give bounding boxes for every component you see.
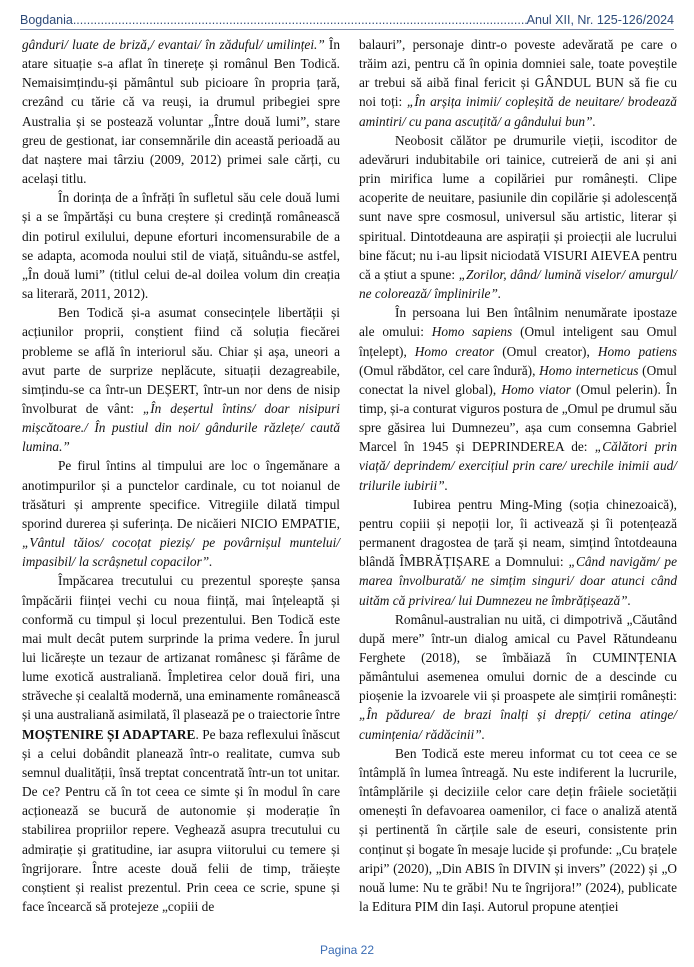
paragraph: Pe firul întins al timpului are loc o îngemănare a anotimpurilor și a punctelor cardinale, cu tot noianul de trăsături și amprente specifice. Vitregiile dilată timpul sporind durerea și suferința. De nicăieri NICIO EMPATIE, „Vântul tăios/ cocoțat pieziș/ pe povârnișul muntelui/ impasibil/ la scrâșnetul copacilor”. [22, 458, 340, 570]
quote: „În deșertul întins/ doar nisipuri mișcătoare./ În pustiul din noi/ gândurile răzlețe/ caută lumina.” [22, 400, 341, 455]
page-header [20, 10, 674, 30]
paragraph: balauri”, personaje dintr-o poveste adevărată pe care o trăim azi, pentru că în opinia domniei sale, toate poveștile ar trebui să aibă final fericit și GÂNDUL BUN să fie cu noi toți: „În arșița inimii/ copleșită de neuitare/ brodează amintiri/ cu pana ascuțită/ a gândului bun”. [359, 37, 677, 129]
quote: „Când navigăm/ pe marea învolburată/ ne simțim singuri/ doar atunci când uităm că privirea/ lui Dumnezeu ne îmbrățișează”. [359, 554, 678, 608]
quote: „Zorilor, dând/ lumină viselor/ amurgul/ ne colorează/ împlinirile”. [359, 266, 678, 302]
left-column [22, 35, 340, 916]
paragraph: Românul-australian nu uită, ci dimpotrivă „Căutând după mere” într-un dialog amical cu Pavel Rătundeanu Ferghete (2018), se îmbăiază în CUMINȚENIA pământului asemenea omului dornic de a descinde cu pioșenie la izvoarele vii și proaspete ale simțirii românești: „În pădurea/ de brazi înalți și drepți/ cetina atinge/ cumințenia/ rădăcinii”. [359, 611, 677, 742]
quote: „În pădurea/ de brazi înalți și drepți/ cetina atinge/ cumințenia/ rădăcinii”. [359, 707, 677, 742]
journal-name: Bogdania ..... [20, 13, 674, 27]
paragraph: Iubirea pentru Ming-Ming (soția chinezoaică), pentru copiii și nepoții lor, îi activează și îi potențează permanent dragostea de țară și neam, simțind întotdeauna blândă ÎMBRĂȚIȘARE a Domnului: „Când navigăm/ pe marea învolburată/ ne simțim singuri/ doar atunci când uităm că privirea/ lui Dumnezeu ne îmbrățișează”. [359, 496, 678, 608]
quote: „În arșița inimii/ copleșită de neuitare/ brodează amintiri/ cu pana ascuțită/ a gândului bun”. [359, 94, 677, 129]
emphasis: MOȘTENIRE ȘI ADAPTARE [22, 726, 196, 742]
paragraph: Ben Todică și-a asumat consecințele libertății și acțiunilor proprii, conștient fiind că soluția fiecărei probleme se află în interiorul său. Chiar și așa, uneori a avut parte de surprize neplăcute, situații dezagreabile, simțindu-se ca într-un DEȘERT, într-un nor dens de nisip învolburat de vânt: „În deșertul întins/ doar nisipuri mișcătoare./ În pustiul din noi/ gândurile răzlețe/ caută lumina.” [22, 305, 341, 455]
page-number: Pagina 22 [319, 943, 375, 957]
paragraph: Ben Todică este mereu informat cu tot ceea ce se întâmplă în lumea întreagă. Nu este indiferent la lucrurile, întâmplările și deciziile celor care dețin frâiele societății omenești în defavoarea oamenilor, ci face o analiză atentă și pertinentă în cărțile sale de eseuri, consistente prin conținut și bogate în mesaje lucide și profunde: „Cu brațele aripi” (2020), „Din ABIS în DIVIN și invers” (2022) și „O nouă lume: Nu te grăbi! Nu te îngrijora!” (2024), publicate la Editura PIM din Iași. Autorul propune atenției [359, 745, 677, 915]
quote: gânduri/ luate de briză,/ evantai/ în zăduful/ umilinței.” [22, 37, 325, 52]
paragraph: Neobosit călător pe drumurile vieții, iscoditor de adevăruri indubitabile ori tainice, cutreieră de ani și ani prin mirifica lume a copilăriei pur românești. Clipe acoperite de neuitare, pasiunile din copilărie și adolescență sunt nave spre cosmosul, universul său artistic, literar și spiritual. Dintotdeauna are aspirații și proiecții ale lucrului bine făcut; nu i-au lipsit niciodată VISURI AIEVEA pentru că a știut a spune: „Zorilor, dând/ lumină viselor/ amurgul/ ne colorează/ împlinirile”. [359, 132, 678, 302]
paragraph: Împăcarea trecutului cu prezentul sporește șansa împăcării ființei vechi cu noua ființă, mai înțeleaptă și conformă cu timpul și locul prezentului. Ben Todică este mai mult decât putem surprinde la prima vedere. În jurul lui licărește un tezaur de artizanat românesc și fărâme de lume exotică australiană. Împletirea celor două firi, una străveche și cealaltă modernă, una eminamente românească și una australiană asimilată, îl plasează pe o traiectorie între MOȘTENIRE ȘI ADAPTARE. Pe baza reflexului înăscut și a celui dobândit planează într-o realitate, cumva sub semnul dualității, însă treptat concentrată într-un tot unitar. De ce? Pentru că în tot ceea ce simte și în modul în care acționează se bucură de autonomie și moderație în stabilirea propriilor repere. Veghează asupra trecutului cu admirație și gratitudine, iar asupra viitorului cu temere și îngrijorare. Între aceste două felii de timp, trăiește conștient și realist prezentul. Prin ceea ce scrie, spune și face încearcă să protejeze „copiii de [22, 573, 340, 915]
header-rule [20, 29, 674, 30]
quote: „Vântul tăios/ cocoțat pieziș/ pe povârnișul muntelui/ impasibil/ la scrâșnetul copacilor”. [22, 535, 340, 570]
paragraph: În dorința de a înfrăți în sufletul său cele două lumi și a se împărtăși cu buna creștere și credință românească din potirul exilului, depune eforturi incomensurabile de a se adapta, acomoda noului stil de viață, situându-se astfel, „În două lumi” (titlul celui de-al doilea volum din creația sa literară, 2011, 2012). [22, 190, 340, 302]
paragraph: gânduri/ luate de briză,/ evantai/ în zăduful/ umilinței.” În atare situație s-a aflat în tinerețe și românul Ben Todică. Nemaisimțindu-și pământul sub picioare în propria țară, crezând cu tărie că va reuși, ia drumul pribegiei spre Australia și se postează voluntar „Între două lumi”, stare greu de gestionat, iar consemnările din această perioadă au dat naștere mai târziu (2009, 2012) primei sale cărți, cu același titlu. [22, 37, 341, 187]
quote: „Călători prin viață/ deprindem/ exercițiul prin care/ urechile inimii aud/ trilurile iubirii”. [359, 439, 677, 493]
right-column [359, 35, 677, 916]
issue-number: Anul XII, Nr. 125-126/2024 [526, 13, 674, 27]
paragraph: În persoana lui Ben întâlnim nenumărate ipostaze ale omului: Homo sapiens (Omul inteligent sau Omul înțelept), Homo creator (Omul creator), Homo patiens (Omul răbdător, cel care îndură), Homo interneticus (Omul conectat la nivel global), Homo viator (Omul pelerin). În timp, și-a conturat viguros postura de „Omul pe drumul său spre găsirea lui Dumnezeu”, așa cum consemna Gabriel Marcel în 1945 și DEPRINDEREA de: „Călători prin viață/ deprindem/ exercițiul prin care/ urechile inimii aud/ trilurile iubirii”. [359, 305, 677, 493]
